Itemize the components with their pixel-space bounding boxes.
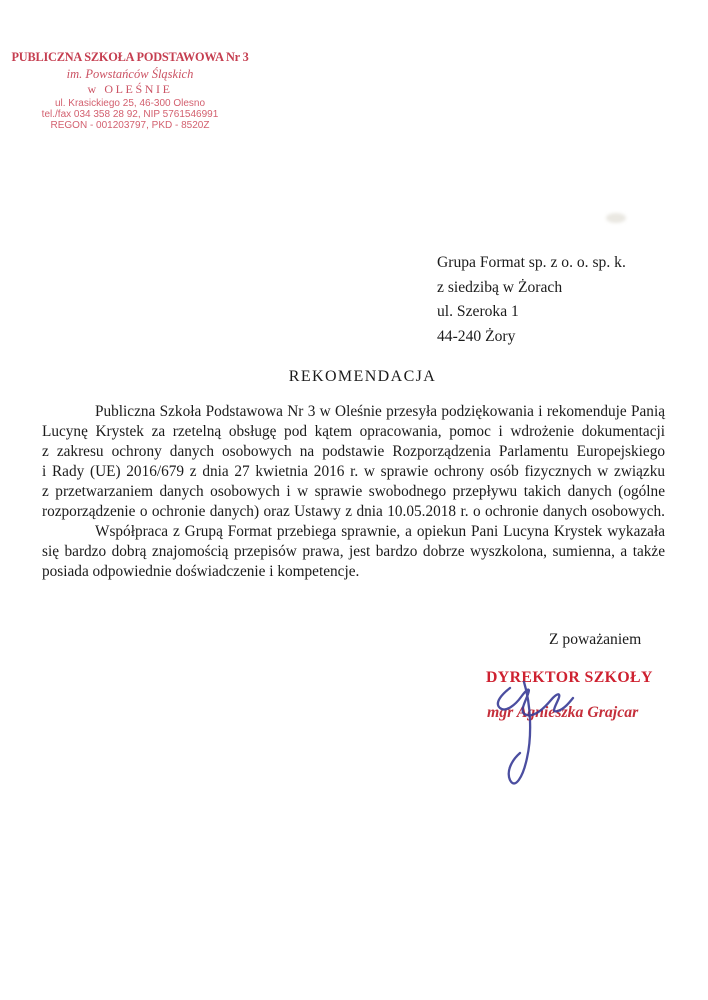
- school-stamp: [11, 50, 249, 132]
- document-title: REKOMENDACJA: [288, 368, 437, 385]
- body-line: z przetwarzaniem danych osobowych i w sprawie swobodnego przepływu takich danych (ogólne: [42, 483, 665, 500]
- body-line: Publiczna Szkoła Podstawowa Nr 3 w Oleśnie przesyła podziękowania i rekomenduje Panią: [95, 403, 665, 420]
- letter-body: [42, 402, 665, 582]
- recipient-address: [437, 251, 626, 349]
- stamp-phone-nip-line: tel./fax 034 358 28 92, NIP 5761546991: [41, 109, 219, 121]
- stamp-city-line: w OLEŚNIE: [87, 82, 173, 96]
- recipient-seat: z siedzibą w Żorach: [437, 278, 563, 296]
- body-line: z zakresu ochrony danych osobowych na podstawie Rozporządzenia Parlamentu Europejskiego: [42, 443, 665, 460]
- body-line: Lucynę Krystek za rzetelną obsługę pod kątem opracowania, pomoc i wdrożenie dokumentacji: [42, 423, 665, 440]
- body-line: się bardzo dobrą znajomością przepisów prawa, jest bardzo dobrze wyszkolona, sumienna, a także: [42, 543, 665, 560]
- body-line: posiada odpowiednie doświadczenie i kompetencje.: [42, 563, 360, 580]
- recipient-street: ul. Szeroka 1: [437, 303, 519, 320]
- closing-salutation: Z poważaniem: [549, 631, 642, 648]
- signer-name: mgr Agnieszka Grajcar: [487, 704, 639, 721]
- stamp-school-name: PUBLICZNA SZKOŁA PODSTAWOWA Nr 3: [11, 50, 249, 64]
- stamp-address-line: ul. Krasickiego 25, 46-300 Olesno: [54, 98, 206, 109]
- recipient-company: Grupa Format sp. z o. o. sp. k.: [437, 254, 626, 271]
- stamp-patron-line: im. Powstańców Śląskich: [66, 67, 194, 81]
- recipient-city: 44-240 Żory: [437, 327, 516, 345]
- scan-smudge: [606, 213, 626, 223]
- body-line: rozporządzenie o ochronie danych) oraz Ustawy z dnia 10.05.2018 r. o ochronie danych osobowych.: [42, 503, 665, 520]
- body-line: i Rady (UE) 2016/679 z dnia 27 kwietnia 2016 r. w sprawie ochrony osób fizycznych w związku: [42, 463, 665, 480]
- stamp-regon-pkd-line: REGON - 001203797, PKD - 8520Z: [50, 120, 210, 132]
- body-line: Współpraca z Grupą Format przebiega sprawnie, a opiekun Pani Lucyna Krystek wykazała: [95, 523, 665, 540]
- signer-title: DYREKTOR SZKOŁY: [486, 669, 653, 686]
